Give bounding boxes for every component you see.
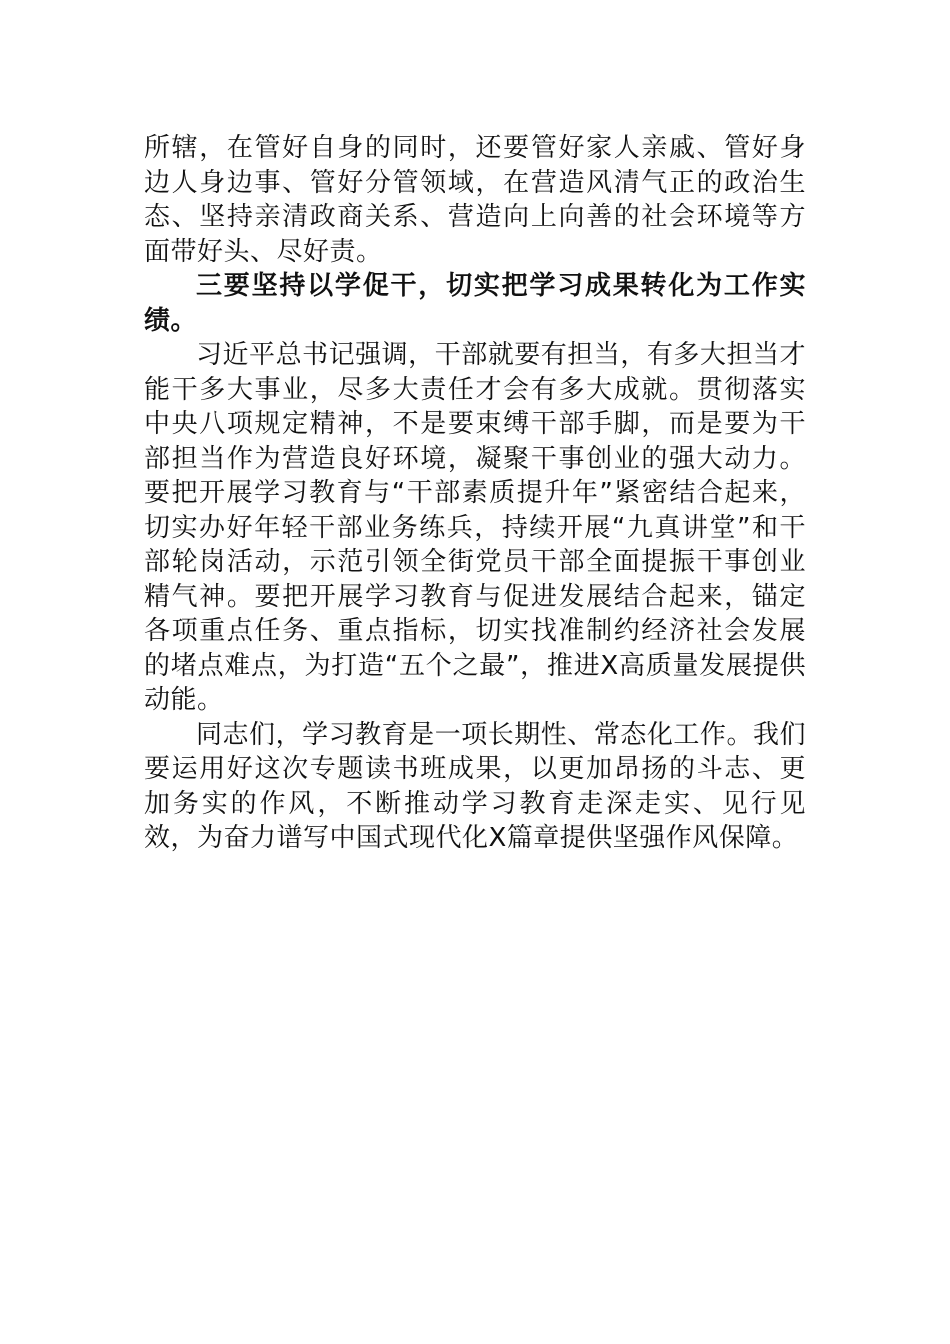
paragraph-closing: 同志们，学习教育是一项长期性、常态化工作。我们要运用好这次专题读书班成果，以更加昂扬的斗志、更加务实的作风，不断推动学习教育走深走实、见行见效，为奋力谱写中国式现代化X篇章提供坚强作风保障。: [144, 719, 806, 853]
section-heading: 三要坚持以学促干，切实把学习成果转化为工作实绩。: [144, 271, 806, 336]
document-body: [144, 131, 806, 856]
paragraph-body: 习近平总书记强调，干部就要有担当，有多大担当才能干多大事业，尽多大责任才会有多大成就。贯彻落实中央八项规定精神，不是要束缚干部手脚，而是要为干部担当作为营造良好环境，凝聚干事创业的强大动力。要把开展学习教育与“干部素质提升年”紧密结合起来，切实办好年轻干部业务练兵，持续开展“九真讲堂”和干部轮岗活动，示范引领全街党员干部全面提振干事创业精气神。要把开展学习教育与促进发展结合起来，锚定各项重点任务、重点指标，切实找准制约经济社会发展的堵点难点，为打造“五个之最”，推进X高质量发展提供动能。: [144, 340, 806, 715]
paragraph-continuation: 所辖，在管好自身的同时，还要管好家人亲戚、管好身边人身边事、管好分管领域，在营造风清气正的政治生态、坚持亲清政商关系、营造向上向善的社会环境等方面带好头、尽好责。: [144, 133, 806, 267]
